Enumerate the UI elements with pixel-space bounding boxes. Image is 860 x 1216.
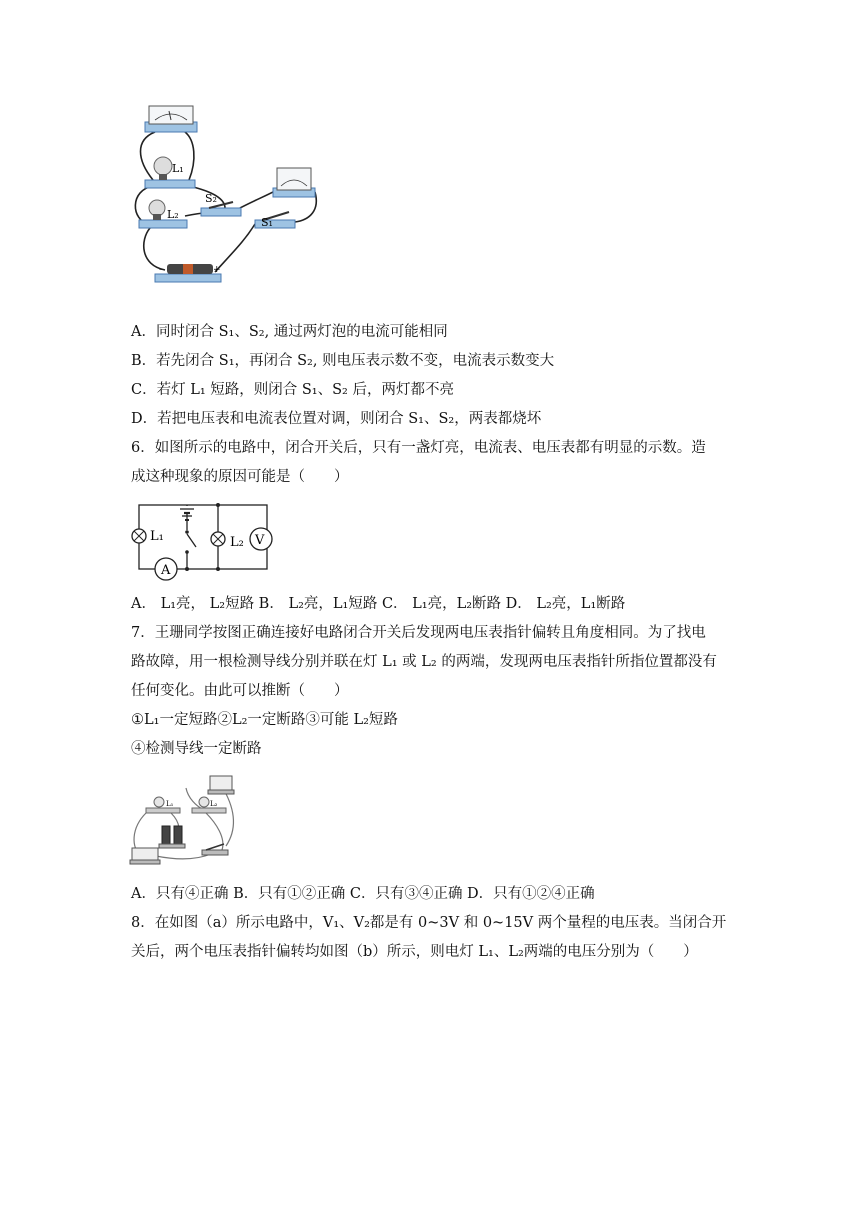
q6-options: A． L₁亮， L₂短路 B． L₂亮，L₁短路 C． L₁亮，L₂断路 D． L₂亮，L₁断路 — [131, 596, 626, 612]
fig2-label-a: A — [161, 563, 171, 578]
fig2-label-l1: L₁ — [150, 529, 164, 544]
q7-stem-line1: 7．王珊同学按图正确连接好电路闭合开关后发现两电压表指针偏转且角度相同。为了找电 — [131, 625, 706, 641]
fig2-label-l2: L₂ — [230, 535, 244, 550]
q5-option-c: C．若灯 L₁ 短路，则闭合 S₁、S₂ 后，两灯都不亮 — [131, 382, 454, 398]
switch-icon — [202, 844, 228, 855]
battery-pair-icon — [159, 826, 185, 848]
q7-options: A．只有④正确 B．只有①②正确 C．只有③④正确 D．只有①②④正确 — [131, 886, 595, 902]
lamp-l2-icon — [139, 200, 187, 228]
circuit-schematic-q6 — [130, 502, 280, 586]
lamp-l2-symbol — [211, 532, 225, 546]
fig1-label-s1: S₁ — [261, 216, 273, 229]
fig2-label-v: V — [255, 533, 265, 548]
circuit-figure-q7 — [126, 768, 250, 868]
lamp-l1-symbol — [132, 529, 146, 543]
q7-stem-line4: ①L₁一定短路②L₂一定断路③可能 L₂短路 — [131, 712, 398, 728]
ammeter-icon — [273, 168, 315, 197]
q5-option-d: D．若把电压表和电流表位置对调，则闭合 S₁、S₂，两表都烧坏 — [131, 411, 542, 427]
q7-stem-line3: 任何变化。由此可以推断（ ） — [131, 683, 349, 699]
circuit-figure-q5 — [125, 100, 325, 290]
fig1-label-l1: L₁ — [172, 162, 184, 175]
q8-stem-line2: 关后，两个电压表指针偏转均如图（b）所示，则电灯 L₁、L₂两端的电压分别为（ ） — [131, 944, 698, 960]
svg-text:-: - — [159, 265, 163, 275]
voltmeter-icon — [145, 106, 197, 132]
switch-symbol — [183, 530, 196, 554]
q8-stem-line1: 8．在如图（a）所示电路中，V₁、V₂都是有 0~3V 和 0~15V 两个量程的电压表。当闭合开 — [131, 915, 727, 931]
fig3-label-l2: L₂ — [210, 800, 218, 808]
q7-stem-line5: ④检测导线一定断路 — [131, 741, 262, 757]
q6-stem-line2: 成这种现象的原因可能是（ ） — [131, 469, 349, 485]
q6-stem-line1: 6．如图所示的电路中，闭合开关后，只有一盏灯亮，电流表、电压表都有明显的示数。造 — [131, 440, 706, 456]
voltmeter-top-icon — [208, 776, 234, 794]
fig1-label-l2: L₂ — [167, 208, 179, 221]
q7-stem-line2: 路故障，用一根检测导线分别并联在灯 L₁ 或 L₂ 的两端，发现两电压表指针所指位置都没有 — [131, 654, 717, 670]
lamp-l1-icon — [146, 797, 180, 813]
voltmeter-bottom-icon — [130, 848, 160, 864]
fig1-label-s2: S₂ — [205, 192, 217, 205]
fig3-label-l1: L₁ — [166, 800, 174, 808]
battery-icon — [155, 264, 221, 282]
lamp-l1-icon — [145, 157, 195, 188]
q5-option-b: B．若先闭合 S₁，再闭合 S₂, 则电压表示数不变，电流表示数变大 — [131, 353, 555, 369]
svg-text:+: + — [213, 265, 221, 275]
q5-option-a: A．同时闭合 S₁、S₂, 通过两灯泡的电流可能相同 — [131, 324, 448, 340]
